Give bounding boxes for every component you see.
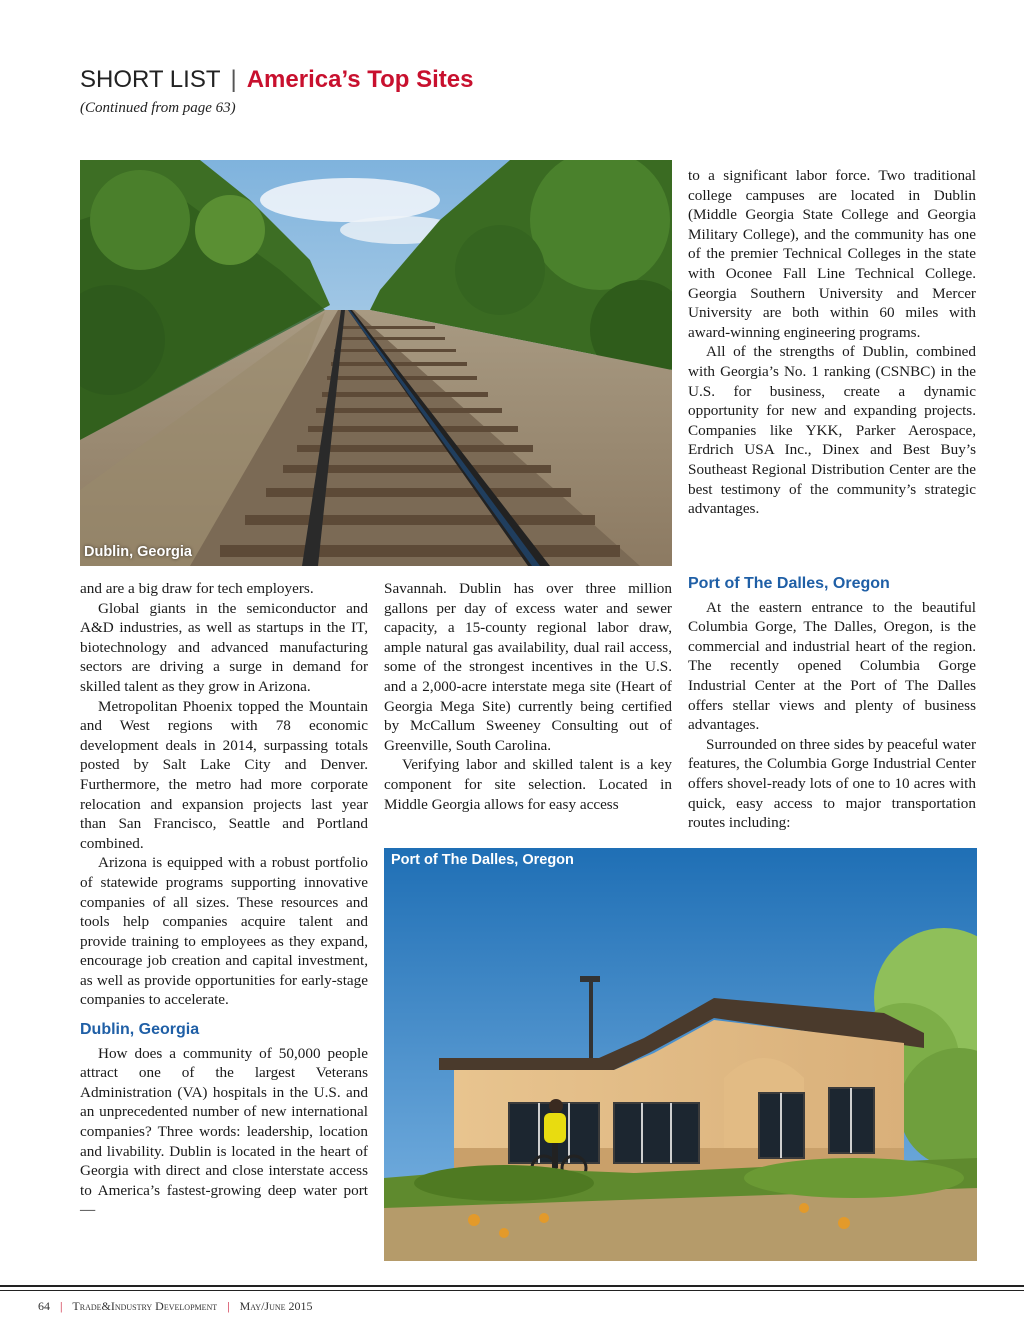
body-paragraph: Arizona is equipped with a robust portfolio of statewide programs supporting innovative companies of all sizes. These resources and tools help companies acquire talent and provide training to employees as they expand, encourage job creation and capital investment, as well as provide opportunities for early-stage companies to accelerate. [80,854,368,1009]
section-title: America’s Top Sites [246,66,474,93]
railroad-caption: Dublin, Georgia [84,544,192,560]
section-label: SHORT LIST [80,66,221,93]
subheading-port: Port of The Dalles, Oregon [688,575,890,592]
body-paragraph: Savannah. Dublin has over three million gallons per day of excess water and sewer capacity, a 15-county regional labor draw, ample natural gas availability, dual rail access, some of the strongest incentives in the U.S. and a 2,000-acre interstate mega site (Heart of Georgia Mega Site) currently being certified by McCallum Sweeney Consulting out of Greenville, South Carolina. [384,580,672,754]
issue-date: May/June 2015 [239,1299,313,1313]
port-photo [384,848,977,1261]
footer-separator: | [227,1299,230,1313]
column-1 [80,579,368,1220]
page-header [80,66,473,94]
railroad-illustration [80,160,672,566]
body-paragraph: Surrounded on three sides by peaceful water features, the Columbia Gorge Industrial Center offers shovel-ready lots of one to 10 acres with quick, easy access to major transportation routes including: [688,735,976,832]
footer-rule-thin [0,1290,1024,1291]
body-paragraph: Metropolitan Phoenix topped the Mountain and West regions with 78 economic development deals in 2014, surpassing totals posted by Salt Lake City and Denver. Furthermore, the metro had more corporate relocation and expansion projects last year than San Francisco, Seattle and Portland combined. [80,697,368,852]
column-2 [384,579,672,814]
footer-separator: | [60,1299,63,1313]
body-paragraph: and are a big draw for tech employers. [80,580,314,597]
body-paragraph: How does a community of 50,000 people attract one of the largest Veterans Administration (VA) hospitals in the U.S. and an unprecedented number of new international companies? Three words: leadership, location and livability. Dublin is located in the heart of Georgia with direct and close interstate access to America’s fastest-growing deep water port — [80,1044,368,1219]
continued-note: (Continued from page 63) [80,100,236,116]
body-paragraph: to a significant labor force. Two traditional college campuses are located in Dublin (Middle Georgia State College and Georgia Military College), and the community has one of the premier Technical Colleges in the state with Oconee Fall Line Technical College. Georgia Southern University and Mercer University are both within 60 miles with award-winning engineering programs. [688,167,976,341]
subheading-dublin: Dublin, Georgia [80,1021,200,1039]
page-footer [38,1299,313,1314]
body-paragraph: Verifying labor and skilled talent is a key component for site selection. Located in Middle Georgia allows for easy access [384,756,672,813]
body-paragraph: All of the strengths of Dublin, combined with Georgia’s No. 1 ranking (CSNBC) in the U.S. for business, create a dynamic opportunity for new and expanding projects. Companies like YKK, Parker Aerospace, Erdrich USA Inc., Dinex and Best Buy’s Southeast Regional Distribution Center are the best testimony of the community’s strategic advantages. [688,343,976,518]
column-3-top [688,166,976,519]
railroad-photo [80,160,672,566]
body-paragraph: At the eastern entrance to the beautiful Columbia Gorge, The Dalles, Oregon, is the commercial and industrial heart of the region. The recently opened Columbia Gorge Industrial Center at the Port of The Dalles offers stellar views and plenty of business advantages. [688,598,976,734]
column-3-bottom [688,574,976,833]
publication-name: Trade&Industry Development [72,1299,218,1313]
footer-rule [0,1285,1024,1287]
body-paragraph: Global giants in the semiconductor and A&D industries, as well as startups in the IT, biotechnology and advanced manufacturing sectors are driving a surge in demand for skilled talent as they grow in Arizona. [80,599,368,695]
port-illustration [384,848,977,1261]
page-number: 64 [38,1299,50,1313]
header-separator: | [230,66,237,93]
port-caption: Port of The Dalles, Oregon [391,852,574,868]
